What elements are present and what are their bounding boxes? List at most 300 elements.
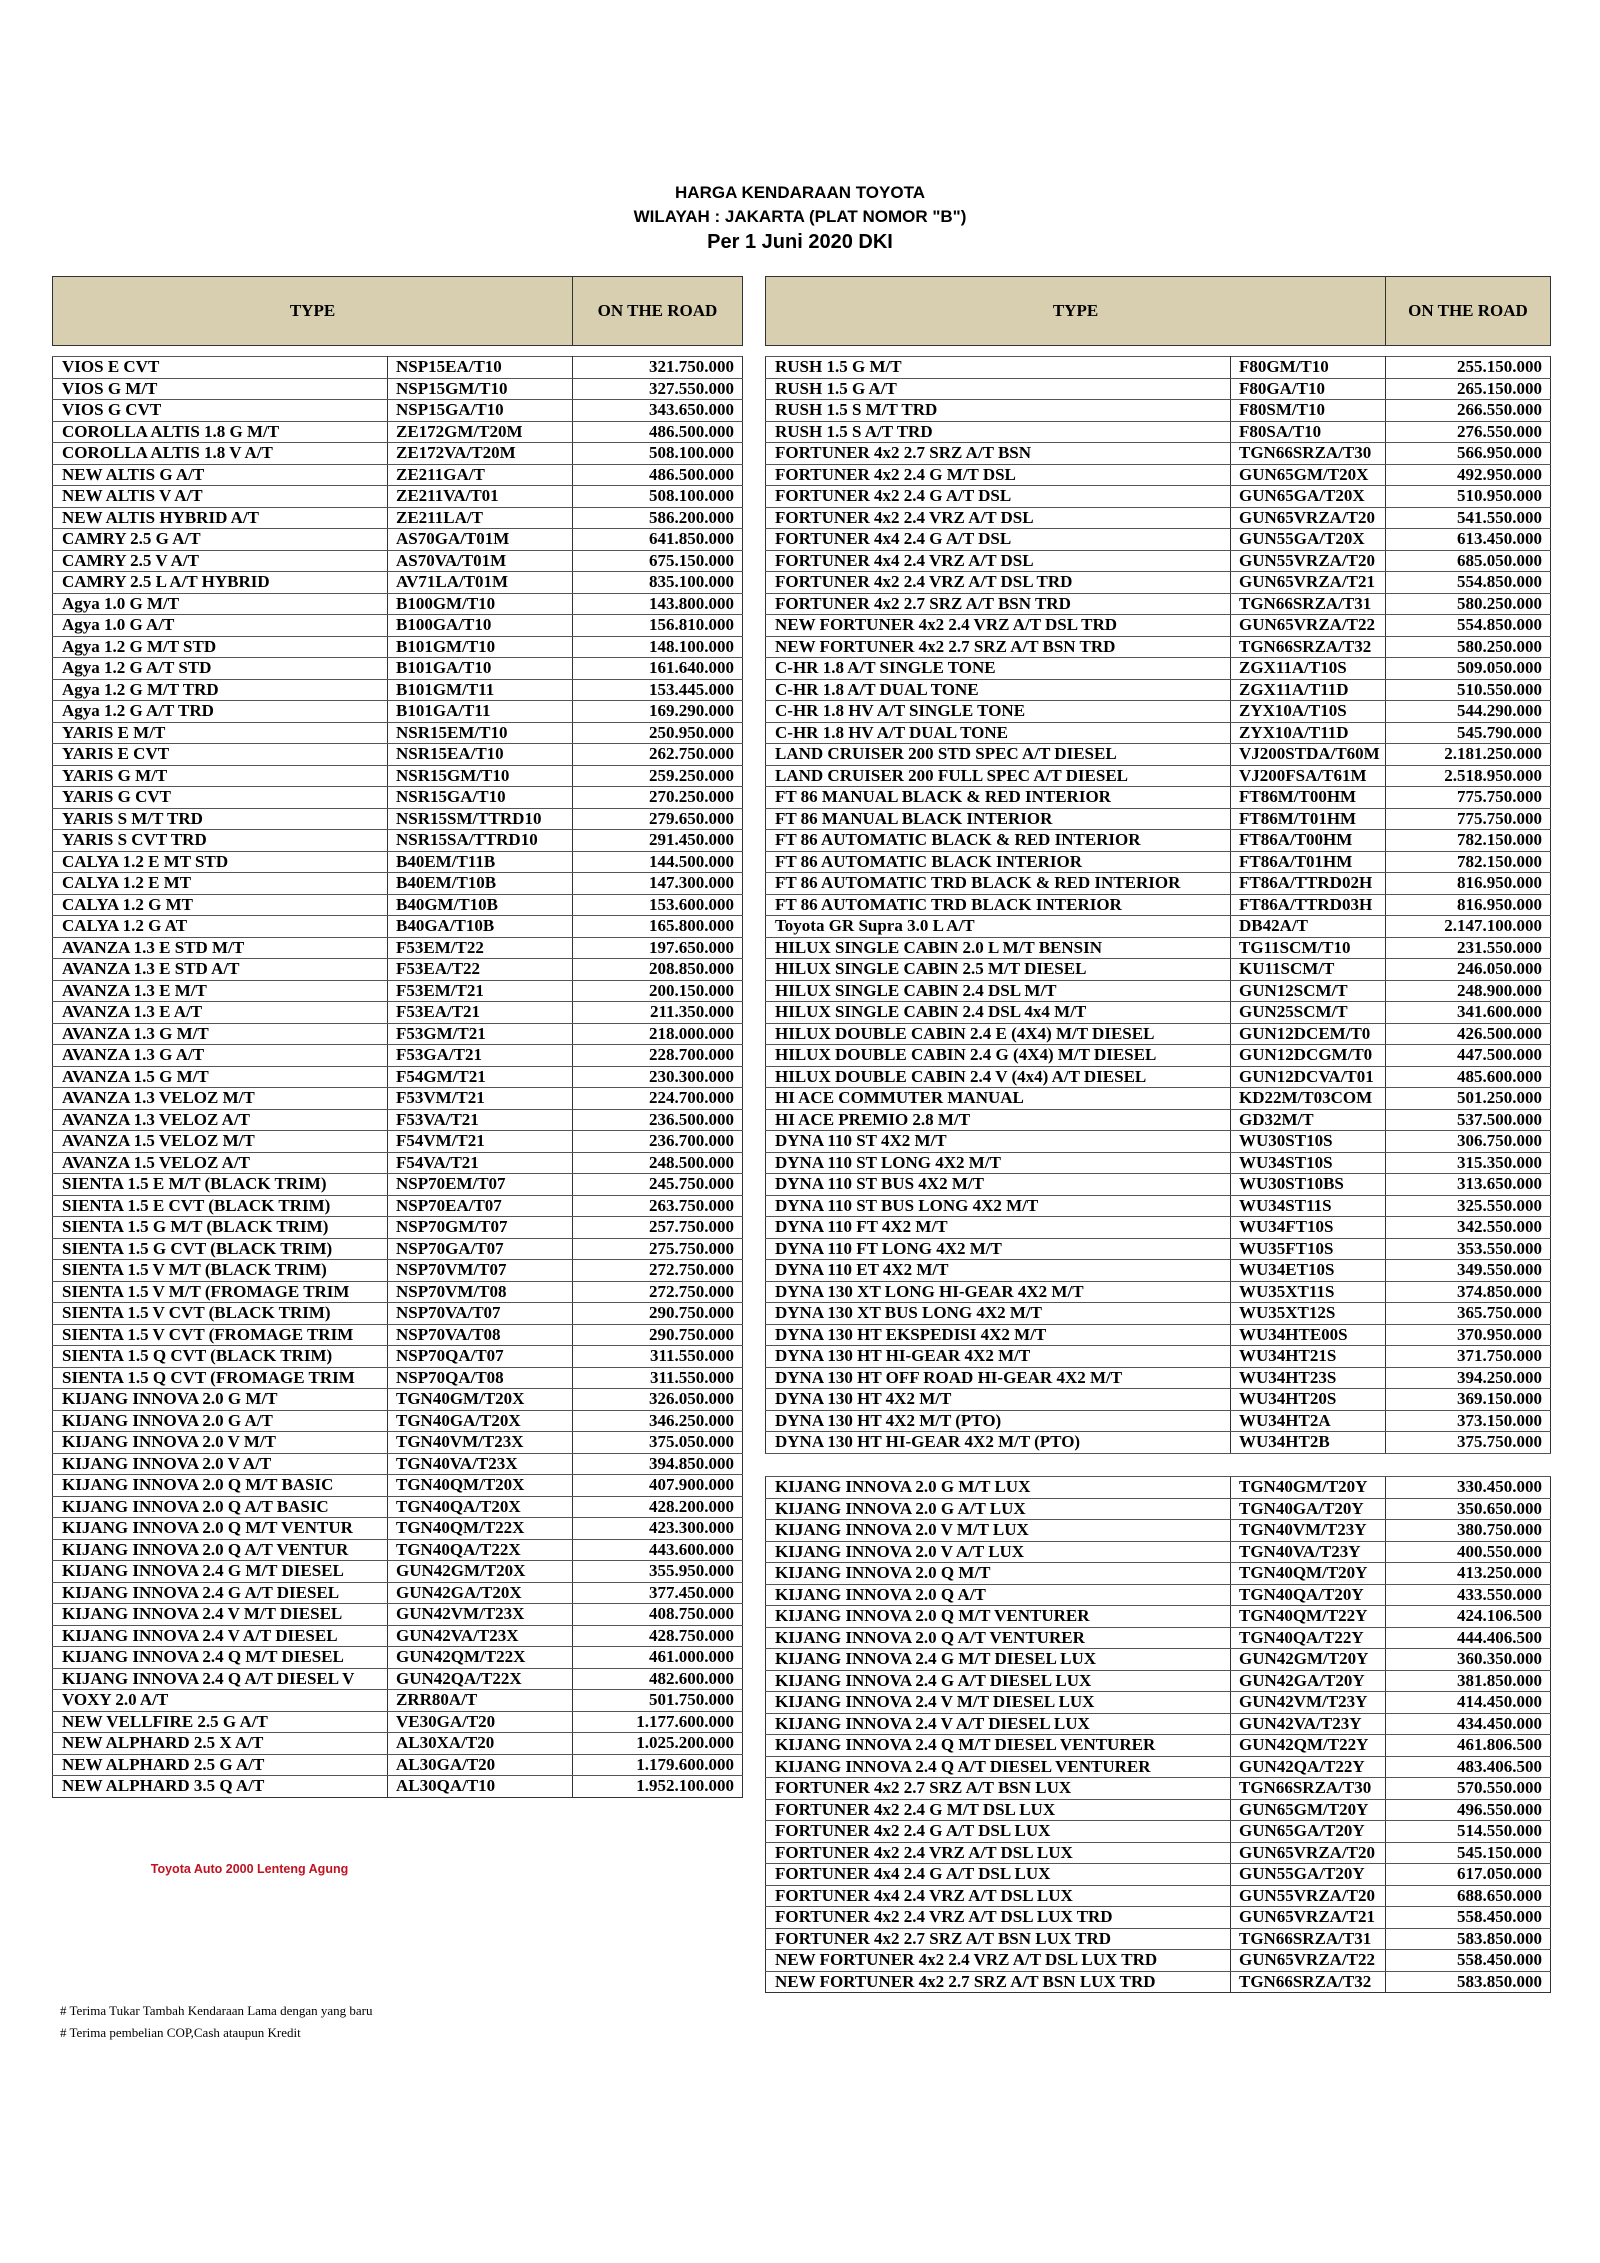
- model-code: F80SM/T10: [1231, 400, 1386, 422]
- price: 290.750.000: [573, 1303, 743, 1325]
- table-row: [766, 572, 1551, 594]
- table-row: [766, 1885, 1551, 1907]
- vehicle-type: SIENTA 1.5 Q CVT (BLACK TRIM): [53, 1346, 388, 1368]
- table-row: [53, 1604, 743, 1626]
- vehicle-type: RUSH 1.5 G M/T: [766, 357, 1231, 379]
- table-row: [766, 1821, 1551, 1843]
- vehicle-type: FORTUNER 4x2 2.7 SRZ A/T BSN TRD: [766, 593, 1231, 615]
- table-row: [53, 1023, 743, 1045]
- vehicle-type: KIJANG INNOVA 2.0 Q A/T VENTUR: [53, 1539, 388, 1561]
- model-code: WU35FT10S: [1231, 1238, 1386, 1260]
- vehicle-type: YARIS G M/T: [53, 765, 388, 787]
- price: 483.406.500: [1386, 1756, 1551, 1778]
- table-row: [766, 722, 1551, 744]
- price: 291.450.000: [573, 830, 743, 852]
- model-code: GUN42QM/T22X: [388, 1647, 573, 1669]
- price: 617.050.000: [1386, 1864, 1551, 1886]
- table-row: [766, 658, 1551, 680]
- model-code: ZGX11A/T10S: [1231, 658, 1386, 680]
- table-row: [53, 916, 743, 938]
- table-row: [766, 615, 1551, 637]
- table-row: [53, 1260, 743, 1282]
- model-code: F53EM/T21: [388, 980, 573, 1002]
- vehicle-type: DYNA 130 XT BUS LONG 4X2 M/T: [766, 1303, 1231, 1325]
- price: 782.150.000: [1386, 851, 1551, 873]
- vehicle-type: LAND CRUISER 200 FULL SPEC A/T DIESEL: [766, 765, 1231, 787]
- table-row: [766, 1002, 1551, 1024]
- table-row: [53, 378, 743, 400]
- vehicle-type: FT 86 AUTOMATIC BLACK INTERIOR: [766, 851, 1231, 873]
- spacer-cell: [388, 346, 573, 357]
- model-code: NSP70QA/T08: [388, 1367, 573, 1389]
- price: 272.750.000: [573, 1281, 743, 1303]
- vehicle-type: YARIS E CVT: [53, 744, 388, 766]
- table-row: [53, 1754, 743, 1776]
- vehicle-type: FORTUNER 4x2 2.4 VRZ A/T DSL TRD: [766, 572, 1231, 594]
- table-row: [766, 1971, 1551, 1993]
- table-row: [766, 830, 1551, 852]
- model-code: GUN55GA/T20Y: [1231, 1864, 1386, 1886]
- vehicle-type: HI ACE COMMUTER MANUAL: [766, 1088, 1231, 1110]
- model-code: NSP70EA/T07: [388, 1195, 573, 1217]
- table-row: [53, 507, 743, 529]
- table-row: [53, 1518, 743, 1540]
- model-code: F53VM/T21: [388, 1088, 573, 1110]
- vehicle-type: SIENTA 1.5 V M/T (BLACK TRIM): [53, 1260, 388, 1282]
- price: 365.750.000: [1386, 1303, 1551, 1325]
- vehicle-type: DYNA 110 ST LONG 4X2 M/T: [766, 1152, 1231, 1174]
- price: 350.650.000: [1386, 1498, 1551, 1520]
- vehicle-type: DYNA 130 XT LONG HI-GEAR 4X2 M/T: [766, 1281, 1231, 1303]
- price: 311.550.000: [573, 1346, 743, 1368]
- model-code: TG11SCM/T10: [1231, 937, 1386, 959]
- model-code: AV71LA/T01M: [388, 572, 573, 594]
- vehicle-type: FORTUNER 4x4 2.4 VRZ A/T DSL: [766, 550, 1231, 572]
- vehicle-type: YARIS E M/T: [53, 722, 388, 744]
- table-row: [53, 1711, 743, 1733]
- model-code: GUN42GM/T20X: [388, 1561, 573, 1583]
- table-row: [766, 486, 1551, 508]
- table-row: [766, 1260, 1551, 1282]
- vehicle-type: YARIS S M/T TRD: [53, 808, 388, 830]
- vehicle-type: KIJANG INNOVA 2.4 Q M/T DIESEL: [53, 1647, 388, 1669]
- model-code: F53EM/T22: [388, 937, 573, 959]
- vehicle-type: Agya 1.0 G A/T: [53, 615, 388, 637]
- vehicle-type: Agya 1.2 G A/T STD: [53, 658, 388, 680]
- vehicle-type: CAMRY 2.5 L A/T HYBRID: [53, 572, 388, 594]
- price: 541.550.000: [1386, 507, 1551, 529]
- table-row: [766, 1131, 1551, 1153]
- table-row: [766, 1670, 1551, 1692]
- model-code: WU34HT23S: [1231, 1367, 1386, 1389]
- model-code: ZE172VA/T20M: [388, 443, 573, 465]
- vehicle-type: NEW FORTUNER 4x2 2.4 VRZ A/T DSL TRD: [766, 615, 1231, 637]
- table-row: [766, 1303, 1551, 1325]
- vehicle-type: HILUX SINGLE CABIN 2.0 L M/T BENSIN: [766, 937, 1231, 959]
- table-row: [766, 636, 1551, 658]
- model-code: ZYX10A/T11D: [1231, 722, 1386, 744]
- model-code: TGN66SRZA/T30: [1231, 443, 1386, 465]
- vehicle-type: NEW ALPHARD 3.5 Q A/T: [53, 1776, 388, 1798]
- model-code: NSR15GA/T10: [388, 787, 573, 809]
- vehicle-type: FORTUNER 4x2 2.4 VRZ A/T DSL: [766, 507, 1231, 529]
- price: 1.952.100.000: [573, 1776, 743, 1798]
- model-code: AL30XA/T20: [388, 1733, 573, 1755]
- price: 510.950.000: [1386, 486, 1551, 508]
- table-row: [53, 980, 743, 1002]
- price: 279.650.000: [573, 808, 743, 830]
- price: 248.900.000: [1386, 980, 1551, 1002]
- price: 370.950.000: [1386, 1324, 1551, 1346]
- vehicle-type: DYNA 110 FT 4X2 M/T: [766, 1217, 1231, 1239]
- price: 346.250.000: [573, 1410, 743, 1432]
- vehicle-type: HILUX SINGLE CABIN 2.4 DSL 4x4 M/T: [766, 1002, 1231, 1024]
- price: 570.550.000: [1386, 1778, 1551, 1800]
- table-row: [766, 873, 1551, 895]
- model-code: GUN42QA/T22X: [388, 1668, 573, 1690]
- spacer-row: [766, 346, 1551, 357]
- model-code: GUN65GM/T20Y: [1231, 1799, 1386, 1821]
- table-row: [766, 1477, 1551, 1499]
- vehicle-type: DYNA 130 HT OFF ROAD HI-GEAR 4X2 M/T: [766, 1367, 1231, 1389]
- price: 545.150.000: [1386, 1842, 1551, 1864]
- price: 375.050.000: [573, 1432, 743, 1454]
- price: 313.650.000: [1386, 1174, 1551, 1196]
- model-code: WU34HTE00S: [1231, 1324, 1386, 1346]
- model-code: GUN12SCM/T: [1231, 980, 1386, 1002]
- price: 423.300.000: [573, 1518, 743, 1540]
- table-row: [766, 1367, 1551, 1389]
- vehicle-type: NEW ALPHARD 2.5 X A/T: [53, 1733, 388, 1755]
- price: 482.600.000: [573, 1668, 743, 1690]
- table-row: [766, 1324, 1551, 1346]
- table-row: [766, 1088, 1551, 1110]
- price: 835.100.000: [573, 572, 743, 594]
- price: 276.550.000: [1386, 421, 1551, 443]
- vehicle-type: SIENTA 1.5 V M/T (FROMAGE TRIM: [53, 1281, 388, 1303]
- spacer-cell: [766, 346, 1231, 357]
- table-row: [53, 529, 743, 551]
- vehicle-type: SIENTA 1.5 V CVT (FROMAGE TRIM: [53, 1324, 388, 1346]
- vehicle-type: HILUX SINGLE CABIN 2.4 DSL M/T: [766, 980, 1231, 1002]
- table-row: [53, 1281, 743, 1303]
- price: 394.850.000: [573, 1453, 743, 1475]
- price: 558.450.000: [1386, 1950, 1551, 1972]
- model-code: TGN66SRZA/T31: [1231, 1928, 1386, 1950]
- model-code: VE30GA/T20: [388, 1711, 573, 1733]
- price: 688.650.000: [1386, 1885, 1551, 1907]
- table-row: [766, 959, 1551, 981]
- model-code: DB42A/T: [1231, 916, 1386, 938]
- vehicle-type: YARIS S CVT TRD: [53, 830, 388, 852]
- model-code: B101GM/T11: [388, 679, 573, 701]
- price: 147.300.000: [573, 873, 743, 895]
- model-code: GUN25SCM/T: [1231, 1002, 1386, 1024]
- note-payment: # Terima pembelian COP,Cash ataupun Kredit: [60, 2025, 301, 2040]
- vehicle-type: KIJANG INNOVA 2.0 V A/T: [53, 1453, 388, 1475]
- price: 144.500.000: [573, 851, 743, 873]
- model-code: F54VM/T21: [388, 1131, 573, 1153]
- price: 325.550.000: [1386, 1195, 1551, 1217]
- model-code: NSP15GA/T10: [388, 400, 573, 422]
- price: 377.450.000: [573, 1582, 743, 1604]
- price: 685.050.000: [1386, 550, 1551, 572]
- price: 400.550.000: [1386, 1541, 1551, 1563]
- table-row: [53, 894, 743, 916]
- table-row: [766, 1928, 1551, 1950]
- price: 496.550.000: [1386, 1799, 1551, 1821]
- table-row: [53, 464, 743, 486]
- vehicle-type: VOXY 2.0 A/T: [53, 1690, 388, 1712]
- price: 461.000.000: [573, 1647, 743, 1669]
- price: 544.290.000: [1386, 701, 1551, 723]
- table-row: [766, 744, 1551, 766]
- price: 330.450.000: [1386, 1477, 1551, 1499]
- vehicle-type: DYNA 110 ST BUS 4X2 M/T: [766, 1174, 1231, 1196]
- model-code: AS70GA/T01M: [388, 529, 573, 551]
- table-row: [766, 1842, 1551, 1864]
- model-code: KD22M/T03COM: [1231, 1088, 1386, 1110]
- vehicle-type: FORTUNER 4x2 2.7 SRZ A/T BSN LUX TRD: [766, 1928, 1231, 1950]
- price: 641.850.000: [573, 529, 743, 551]
- table-row: [766, 1217, 1551, 1239]
- vehicle-type: AVANZA 1.3 E STD M/T: [53, 937, 388, 959]
- vehicle-type: KIJANG INNOVA 2.4 G M/T DIESEL: [53, 1561, 388, 1583]
- price: 327.550.000: [573, 378, 743, 400]
- model-code: GD32M/T: [1231, 1109, 1386, 1131]
- model-code: GUN65GA/T20Y: [1231, 1821, 1386, 1843]
- model-code: B101GM/T10: [388, 636, 573, 658]
- model-code: B101GA/T10: [388, 658, 573, 680]
- model-code: NSP70GM/T07: [388, 1217, 573, 1239]
- model-code: NSP15EA/T10: [388, 357, 573, 379]
- price: 371.750.000: [1386, 1346, 1551, 1368]
- table-row: [53, 421, 743, 443]
- vehicle-type: KIJANG INNOVA 2.0 Q M/T VENTUR: [53, 1518, 388, 1540]
- model-code: ZE211VA/T01: [388, 486, 573, 508]
- price: 315.350.000: [1386, 1152, 1551, 1174]
- price: 375.750.000: [1386, 1432, 1551, 1454]
- vehicle-type: KIJANG INNOVA 2.0 V M/T LUX: [766, 1520, 1231, 1542]
- price: 545.790.000: [1386, 722, 1551, 744]
- table-row: [766, 1389, 1551, 1411]
- table-row: [766, 529, 1551, 551]
- model-code: F53VA/T21: [388, 1109, 573, 1131]
- price: 554.850.000: [1386, 572, 1551, 594]
- vehicle-type: KIJANG INNOVA 2.4 Q A/T DIESEL V: [53, 1668, 388, 1690]
- vehicle-type: FT 86 AUTOMATIC TRD BLACK & RED INTERIOR: [766, 873, 1231, 895]
- price: 413.250.000: [1386, 1563, 1551, 1585]
- model-code: GUN55VRZA/T20: [1231, 550, 1386, 572]
- table-row: [53, 1582, 743, 1604]
- model-code: FT86A/T01HM: [1231, 851, 1386, 873]
- price: 782.150.000: [1386, 830, 1551, 852]
- table-row: [53, 658, 743, 680]
- table-row: [766, 980, 1551, 1002]
- price: 461.806.500: [1386, 1735, 1551, 1757]
- dealer-name: Toyota Auto 2000 Lenteng Agung: [150, 1862, 349, 1876]
- price: 224.700.000: [573, 1088, 743, 1110]
- table-row: [53, 1561, 743, 1583]
- vehicle-type: NEW ALTIS V A/T: [53, 486, 388, 508]
- table-row: [53, 1539, 743, 1561]
- table-row: [53, 1647, 743, 1669]
- price: 508.100.000: [573, 443, 743, 465]
- vehicle-type: FORTUNER 4x4 2.4 G A/T DSL: [766, 529, 1231, 551]
- table-row: [766, 1606, 1551, 1628]
- model-code: ZGX11A/T11D: [1231, 679, 1386, 701]
- price: 161.640.000: [573, 658, 743, 680]
- vehicle-type: NEW VELLFIRE 2.5 G A/T: [53, 1711, 388, 1733]
- vehicle-type: AVANZA 1.3 VELOZ A/T: [53, 1109, 388, 1131]
- vehicle-type: AVANZA 1.3 G A/T: [53, 1045, 388, 1067]
- model-code: GUN65GM/T20X: [1231, 464, 1386, 486]
- price: 321.750.000: [573, 357, 743, 379]
- model-code: GUN42VM/T23Y: [1231, 1692, 1386, 1714]
- model-code: F53GM/T21: [388, 1023, 573, 1045]
- table-row: [53, 357, 743, 379]
- table-row: [766, 1735, 1551, 1757]
- price: 381.850.000: [1386, 1670, 1551, 1692]
- table-row: [53, 851, 743, 873]
- model-code: AS70VA/T01M: [388, 550, 573, 572]
- price: 231.550.000: [1386, 937, 1551, 959]
- model-code: TGN66SRZA/T32: [1231, 636, 1386, 658]
- vehicle-type: AVANZA 1.3 VELOZ M/T: [53, 1088, 388, 1110]
- vehicle-type: Agya 1.2 G A/T TRD: [53, 701, 388, 723]
- price: 2.147.100.000: [1386, 916, 1551, 938]
- vehicle-type: RUSH 1.5 S A/T TRD: [766, 421, 1231, 443]
- spacer-cell: [53, 346, 388, 357]
- model-code: TGN40QM/T20Y: [1231, 1563, 1386, 1585]
- price: 509.050.000: [1386, 658, 1551, 680]
- vehicle-type: KIJANG INNOVA 2.0 G A/T LUX: [766, 1498, 1231, 1520]
- table-row: [766, 787, 1551, 809]
- vehicle-type: YARIS G CVT: [53, 787, 388, 809]
- blank-row: [766, 1453, 1551, 1477]
- table-row: [53, 873, 743, 895]
- vehicle-type: DYNA 130 HT EKSPEDISI 4X2 M/T: [766, 1324, 1231, 1346]
- model-code: TGN66SRZA/T32: [1231, 1971, 1386, 1993]
- table-row: [766, 593, 1551, 615]
- vehicle-type: NEW ALTIS G A/T: [53, 464, 388, 486]
- price: 200.150.000: [573, 980, 743, 1002]
- price: 613.450.000: [1386, 529, 1551, 551]
- model-code: WU30ST10S: [1231, 1131, 1386, 1153]
- vehicle-type: NEW FORTUNER 4x2 2.7 SRZ A/T BSN TRD: [766, 636, 1231, 658]
- model-code: GUN42VA/T23X: [388, 1625, 573, 1647]
- table-row: [766, 357, 1551, 379]
- price: 426.500.000: [1386, 1023, 1551, 1045]
- price: 373.150.000: [1386, 1410, 1551, 1432]
- table-row: [53, 765, 743, 787]
- price: 148.100.000: [573, 636, 743, 658]
- price: 1.179.600.000: [573, 1754, 743, 1776]
- model-code: NSP70VM/T07: [388, 1260, 573, 1282]
- price: 424.106.500: [1386, 1606, 1551, 1628]
- document-title: HARGA KENDARAAN TOYOTA: [675, 183, 925, 202]
- price: 143.800.000: [573, 593, 743, 615]
- table-row: [766, 765, 1551, 787]
- model-code: NSR15SA/TTRD10: [388, 830, 573, 852]
- table-row: [53, 1131, 743, 1153]
- model-code: F80GA/T10: [1231, 378, 1386, 400]
- price: 492.950.000: [1386, 464, 1551, 486]
- vehicle-type: CAMRY 2.5 V A/T: [53, 550, 388, 572]
- price: 230.300.000: [573, 1066, 743, 1088]
- model-code: GUN12DCEM/T0: [1231, 1023, 1386, 1045]
- model-code: GUN55GA/T20X: [1231, 529, 1386, 551]
- model-code: FT86M/T00HM: [1231, 787, 1386, 809]
- price: 208.850.000: [573, 959, 743, 981]
- table-row: [766, 1584, 1551, 1606]
- price: 259.250.000: [573, 765, 743, 787]
- model-code: WU34HT21S: [1231, 1346, 1386, 1368]
- vehicle-type: KIJANG INNOVA 2.4 G M/T DIESEL LUX: [766, 1649, 1231, 1671]
- price: 218.000.000: [573, 1023, 743, 1045]
- model-code: B101GA/T11: [388, 701, 573, 723]
- model-code: ZE211LA/T: [388, 507, 573, 529]
- vehicle-type: AVANZA 1.5 VELOZ A/T: [53, 1152, 388, 1174]
- price: 816.950.000: [1386, 873, 1551, 895]
- vehicle-type: Agya 1.0 G M/T: [53, 593, 388, 615]
- price-column-header: ON THE ROAD: [1386, 277, 1551, 346]
- price: 265.150.000: [1386, 378, 1551, 400]
- table-row: [53, 443, 743, 465]
- model-code: WU34ST11S: [1231, 1195, 1386, 1217]
- price: 341.600.000: [1386, 1002, 1551, 1024]
- price: 2.181.250.000: [1386, 744, 1551, 766]
- model-code: ZRR80A/T: [388, 1690, 573, 1712]
- vehicle-type: COROLLA ALTIS 1.8 G M/T: [53, 421, 388, 443]
- price-table-right: [765, 276, 1551, 1993]
- model-code: GUN12DCGM/T0: [1231, 1045, 1386, 1067]
- vehicle-type: DYNA 130 HT HI-GEAR 4X2 M/T (PTO): [766, 1432, 1231, 1454]
- vehicle-type: SIENTA 1.5 E M/T (BLACK TRIM): [53, 1174, 388, 1196]
- table-row: [766, 1541, 1551, 1563]
- table-row: [766, 1174, 1551, 1196]
- price-column-header: ON THE ROAD: [573, 277, 743, 346]
- price: 246.050.000: [1386, 959, 1551, 981]
- spacer-cell: [1386, 346, 1551, 357]
- price-table-left: [52, 276, 743, 1798]
- model-code: NSR15EM/T10: [388, 722, 573, 744]
- model-code: NSP70VA/T08: [388, 1324, 573, 1346]
- model-code: NSP70VA/T07: [388, 1303, 573, 1325]
- vehicle-type: AVANZA 1.5 VELOZ M/T: [53, 1131, 388, 1153]
- table-row: [766, 1563, 1551, 1585]
- table-row: [53, 679, 743, 701]
- model-code: GUN42VA/T23Y: [1231, 1713, 1386, 1735]
- vehicle-type: LAND CRUISER 200 STD SPEC A/T DIESEL: [766, 744, 1231, 766]
- table-row: [766, 679, 1551, 701]
- table-row: [766, 507, 1551, 529]
- table-row: [53, 400, 743, 422]
- table-row: [766, 1907, 1551, 1929]
- table-row: [766, 400, 1551, 422]
- vehicle-type: CAMRY 2.5 G A/T: [53, 529, 388, 551]
- spacer-cell: [573, 346, 743, 357]
- table-row: [766, 1778, 1551, 1800]
- price: 508.100.000: [573, 486, 743, 508]
- table-row: [53, 787, 743, 809]
- vehicle-type: SIENTA 1.5 V CVT (BLACK TRIM): [53, 1303, 388, 1325]
- model-code: GUN42GA/T20X: [388, 1582, 573, 1604]
- price: 447.500.000: [1386, 1045, 1551, 1067]
- table-row: [53, 937, 743, 959]
- table-row: [53, 1002, 743, 1024]
- model-code: TGN40GA/T20Y: [1231, 1498, 1386, 1520]
